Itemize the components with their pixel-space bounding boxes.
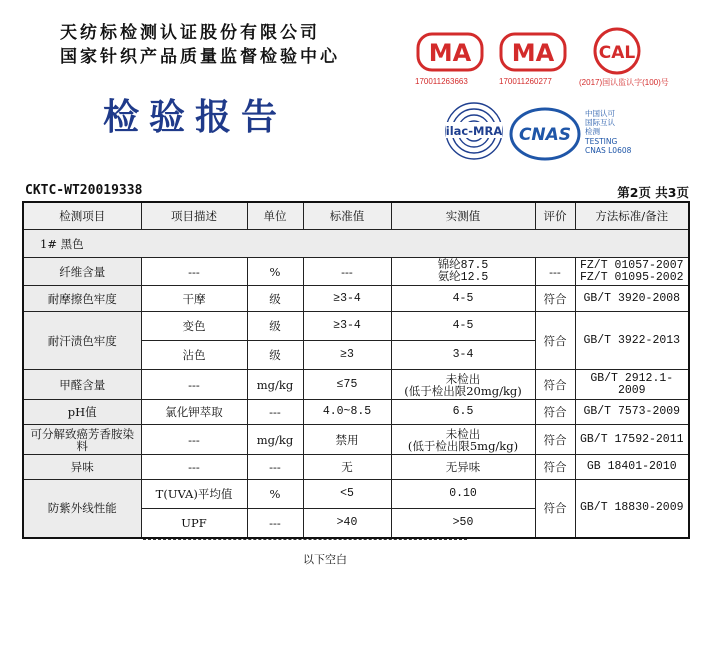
cnas-logo-icon bbox=[508, 106, 582, 162]
center-name: 国家针织产品质量监督检验中心 bbox=[60, 47, 340, 67]
measured-value-line: (低于检出限5mg/kg) bbox=[407, 438, 519, 453]
measured-value: 3-4 bbox=[391, 341, 535, 370]
ma-seal-icon bbox=[499, 32, 567, 72]
table-header-row bbox=[23, 202, 689, 230]
test-item: 防紫外线性能 bbox=[23, 480, 141, 538]
method-standard: GB/T 3922-2013 bbox=[575, 312, 689, 370]
method-line: FZ/T 01095-2002 bbox=[579, 270, 684, 284]
standard-value: 无 bbox=[303, 455, 391, 480]
unit: mg/kg bbox=[247, 425, 303, 455]
unit: mg/kg bbox=[247, 370, 303, 400]
ma-cert-number: 170011263663 bbox=[415, 77, 468, 86]
measured-value: 4-5 bbox=[391, 312, 535, 341]
test-item: pH值 bbox=[23, 400, 141, 425]
unit: 级 bbox=[247, 341, 303, 370]
unit: % bbox=[247, 258, 303, 286]
method-standard: GB/T 18830-2009 bbox=[575, 480, 689, 538]
evaluation: 符合 bbox=[535, 286, 575, 312]
ilac-logo-text: ilac-MRA bbox=[445, 124, 503, 138]
page-info: 第2页 共3页 bbox=[617, 185, 689, 200]
evaluation: 符合 bbox=[535, 425, 575, 455]
column-header: 检测项目 bbox=[23, 202, 141, 230]
unit: --- bbox=[247, 455, 303, 480]
table-row bbox=[23, 370, 689, 400]
standard-value: ≥3-4 bbox=[303, 312, 391, 341]
evaluation: 符合 bbox=[535, 480, 575, 538]
method-standard: GB/T 7573-2009 bbox=[575, 400, 689, 425]
item-description: 氯化钾萃取 bbox=[141, 400, 247, 425]
cnas-caption-line: TESTING bbox=[585, 136, 618, 146]
results-table bbox=[22, 201, 690, 539]
measured-value bbox=[391, 370, 535, 400]
item-description: UPF bbox=[141, 509, 247, 538]
cal-cert-number: (2017)国认监认字(100)号 bbox=[579, 78, 669, 87]
test-item: 异味 bbox=[23, 455, 141, 480]
table-row bbox=[23, 425, 689, 455]
cnas-caption-line: 国际互认 bbox=[585, 118, 615, 128]
standard-value: ≥3-4 bbox=[303, 286, 391, 312]
sample-section-label: 1# 黑色 bbox=[23, 230, 689, 258]
standard-value: ≤75 bbox=[303, 370, 391, 400]
measured-value bbox=[391, 425, 535, 455]
method-standard: GB/T 17592-2011 bbox=[575, 425, 689, 455]
standard-value: >40 bbox=[303, 509, 391, 538]
measured-value-line: 锦纶87.5 bbox=[437, 258, 489, 272]
cnas-logo-text: CNAS bbox=[518, 125, 572, 145]
table-row bbox=[23, 312, 689, 341]
column-header: 方法标准/备注 bbox=[575, 202, 689, 230]
item-description: --- bbox=[141, 258, 247, 286]
cal-seal-icon bbox=[591, 26, 643, 76]
unit: % bbox=[247, 480, 303, 509]
method-line: FZ/T 01057-2007 bbox=[579, 258, 684, 272]
item-description: 干摩 bbox=[141, 286, 247, 312]
measured-value: 0.10 bbox=[391, 480, 535, 509]
measured-value: 6.5 bbox=[391, 400, 535, 425]
evaluation: 符合 bbox=[535, 400, 575, 425]
unit: --- bbox=[247, 400, 303, 425]
evaluation: 符合 bbox=[535, 455, 575, 480]
standard-value: 禁用 bbox=[303, 425, 391, 455]
measured-value bbox=[391, 258, 535, 286]
standard-value: 4.0~8.5 bbox=[303, 400, 391, 425]
cnas-caption bbox=[585, 109, 631, 155]
item-description: 变色 bbox=[141, 312, 247, 341]
evaluation: --- bbox=[535, 258, 575, 286]
ma-logo-text: MA bbox=[511, 39, 555, 67]
test-item: 耐汗渍色牢度 bbox=[23, 312, 141, 370]
column-header: 单位 bbox=[247, 202, 303, 230]
measured-value-line: 氨纶12.5 bbox=[437, 270, 489, 284]
table-row bbox=[23, 400, 689, 425]
unit: 级 bbox=[247, 312, 303, 341]
evaluation: 符合 bbox=[535, 312, 575, 370]
test-item: 可分解致癌芳香胺染料 bbox=[23, 425, 141, 455]
ilac-mra-logo-icon bbox=[443, 100, 505, 162]
table-row bbox=[23, 230, 689, 258]
column-header: 项目描述 bbox=[141, 202, 247, 230]
item-description: 沾色 bbox=[141, 341, 247, 370]
test-item: 甲醛含量 bbox=[23, 370, 141, 400]
ma-cert-number: 170011260277 bbox=[499, 77, 552, 86]
standard-value: ≥3 bbox=[303, 341, 391, 370]
table-row bbox=[23, 480, 689, 509]
measured-value: 4-5 bbox=[391, 286, 535, 312]
test-item: 纤维含量 bbox=[23, 258, 141, 286]
column-header: 实测值 bbox=[391, 202, 535, 230]
report-number: CKTC-WT20019338 bbox=[25, 183, 143, 198]
blank-below-note: 以下空白 bbox=[303, 553, 347, 566]
ma-logo-text: MA bbox=[428, 39, 472, 67]
test-item: 耐摩擦色牢度 bbox=[23, 286, 141, 312]
table-row bbox=[23, 258, 689, 286]
cnas-caption-line: 检测 bbox=[585, 127, 600, 137]
column-header: 标准值 bbox=[303, 202, 391, 230]
item-description: --- bbox=[141, 425, 247, 455]
measured-value-line: 未检出 bbox=[445, 426, 481, 441]
measured-value: >50 bbox=[391, 509, 535, 538]
unit: 级 bbox=[247, 286, 303, 312]
company-name: 天纺标检测认证股份有限公司 bbox=[60, 23, 320, 43]
report-title: 检验报告 bbox=[103, 96, 288, 138]
cal-logo-text: CAL bbox=[598, 43, 636, 63]
cnas-caption-line: CNAS L0608 bbox=[585, 145, 632, 155]
column-header: 评价 bbox=[535, 202, 575, 230]
method-standard: GB/T 3920-2008 bbox=[575, 286, 689, 312]
measured-value-line: (低于检出限20mg/kg) bbox=[404, 383, 522, 398]
method-standard: GB 18401-2010 bbox=[575, 455, 689, 480]
table-row bbox=[23, 286, 689, 312]
standard-value: --- bbox=[303, 258, 391, 286]
end-divider bbox=[143, 539, 467, 540]
item-description: T(UVA)平均值 bbox=[141, 480, 247, 509]
cnas-caption-line: 中国认可 bbox=[585, 109, 615, 118]
unit: --- bbox=[247, 509, 303, 538]
measured-value-line: 未检出 bbox=[445, 371, 481, 386]
ma-seal-icon bbox=[416, 32, 484, 72]
item-description: --- bbox=[141, 370, 247, 400]
item-description: --- bbox=[141, 455, 247, 480]
evaluation: 符合 bbox=[535, 370, 575, 400]
method-standard bbox=[575, 258, 689, 286]
table-row bbox=[23, 455, 689, 480]
measured-value: 无异味 bbox=[391, 455, 535, 480]
method-standard: GB/T 2912.1-2009 bbox=[575, 370, 689, 400]
standard-value: <5 bbox=[303, 480, 391, 509]
